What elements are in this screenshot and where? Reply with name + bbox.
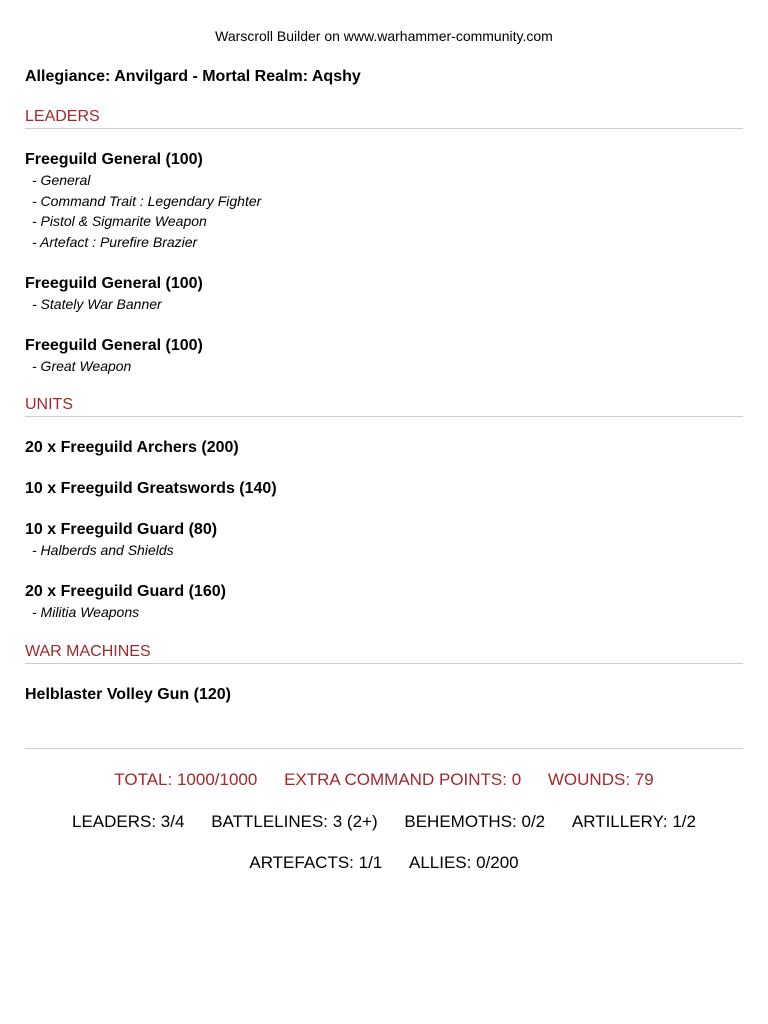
- leaders-count: LEADERS: 3/4: [72, 812, 185, 831]
- unit-option: - Artefact : Purefire Brazier: [32, 234, 198, 251]
- unit-option: - General: [32, 172, 91, 188]
- battlelines-count: BATTLELINES: 3 (2+): [211, 812, 378, 831]
- unit-option: - Militia Weapons: [32, 603, 140, 620]
- unit-entry: [25, 478, 743, 499]
- artefacts-count: ARTEFACTS: 1/1: [249, 853, 383, 872]
- totals-divider: [25, 748, 743, 749]
- extras-row: [0, 853, 768, 873]
- roles-row: [0, 812, 768, 832]
- section-units: [25, 395, 743, 622]
- unit-name: 20 x Freeguild Guard (160): [25, 582, 226, 600]
- unit-option: - Halberds and Shields: [32, 542, 174, 559]
- section-title-war-machines: WAR MACHINES: [25, 642, 743, 664]
- extra-command-points: EXTRA COMMAND POINTS: 0: [284, 770, 522, 789]
- unit-entry: [25, 273, 743, 315]
- unit-entry: [25, 581, 743, 623]
- section-leaders: [25, 107, 743, 376]
- section-title-leaders: LEADERS: [25, 107, 743, 129]
- unit-name: Freeguild General (100): [25, 274, 203, 292]
- allegiance-title: Allegiance: Anvilgard - Mortal Realm: Aqshy: [25, 68, 361, 85]
- unit-option: - Great Weapon: [32, 357, 132, 374]
- allies-count: ALLIES: 0/200: [409, 853, 519, 872]
- unit-name: 20 x Freeguild Archers (200): [25, 439, 239, 457]
- unit-entry: [25, 335, 743, 377]
- unit-option: - Command Trait : Legendary Fighter: [32, 192, 262, 209]
- total-points: TOTAL: 1000/1000: [114, 770, 258, 789]
- unit-entry: [25, 684, 743, 705]
- army-list: [25, 107, 743, 725]
- unit-option: - Stately War Banner: [32, 295, 162, 312]
- wounds-total: WOUNDS: 79: [547, 770, 654, 789]
- unit-name: 10 x Freeguild Guard (80): [25, 521, 218, 539]
- unit-name: 10 x Freeguild Greatswords (140): [25, 480, 277, 498]
- section-war-machines: [25, 642, 743, 705]
- totals-row: [0, 770, 768, 790]
- behemoths-count: BEHEMOTHS: 0/2: [404, 812, 546, 831]
- unit-entry: [25, 437, 743, 458]
- artillery-count: ARTILLERY: 1/2: [571, 812, 696, 831]
- site-header: Warscroll Builder on www.warhammer-community.com: [215, 28, 553, 44]
- unit-option: - Pistol & Sigmarite Weapon: [32, 213, 207, 230]
- unit-entry: [25, 519, 743, 561]
- unit-name: Helblaster Volley Gun (120): [25, 685, 231, 703]
- unit-entry: [25, 149, 743, 253]
- unit-name: Freeguild General (100): [25, 336, 203, 354]
- unit-name: Freeguild General (100): [25, 151, 203, 168]
- section-title-units: UNITS: [25, 395, 743, 417]
